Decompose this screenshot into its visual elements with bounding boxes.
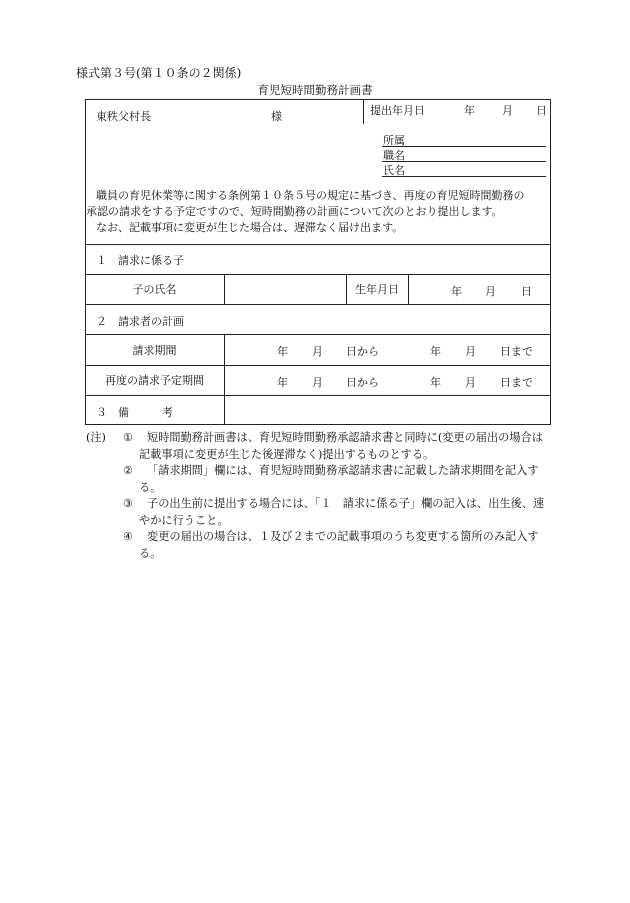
remarks-field[interactable] [225, 396, 550, 424]
re-request-from-day: 日から [346, 376, 379, 389]
name-field[interactable] [382, 176, 546, 177]
re-request-from-year: 年 [277, 376, 288, 389]
position-field[interactable] [382, 161, 546, 162]
request-period-label: 請求期間 [132, 343, 177, 357]
birth-year: 年 [451, 285, 462, 298]
period-from-year: 年 [277, 345, 288, 358]
position-label: 職名 [383, 149, 405, 162]
re-request-to-day: 日まで [500, 376, 533, 389]
document-title: 育児短時間勤務計画書 [257, 83, 373, 97]
note-line: 短時間勤務計画書は、育児短時間勤務承認請求書と同時に(変更の届出の場合は [147, 431, 543, 444]
child-name-label: 子の氏名 [132, 283, 177, 296]
period-to-day: 日まで [500, 345, 533, 358]
divider-birth-label-right [408, 274, 409, 304]
form-number-label: 様式第３号(第１０条の２関係) [76, 66, 242, 80]
birth-day: 日 [521, 285, 532, 298]
submission-date-label: 提出年月日 [370, 104, 425, 117]
note-line: やかに行うこと。 [139, 513, 229, 527]
note-line: 変更の届出の場合は、１及び２までの記載事項のうち変更する箇所のみ記入す [147, 530, 539, 543]
body-text-line-3: なお、記載事項に変更が生じた場合は、遅滞なく届け出ます。 [96, 221, 404, 234]
period-from-day: 日から [346, 345, 379, 358]
note-number: ① [123, 431, 134, 444]
submission-month: 月 [502, 104, 513, 117]
re-request-from-month: 月 [312, 376, 323, 389]
section2-heading: ２ 請求者の計画 [96, 315, 184, 328]
recipient-name: 東秩父村長 [96, 110, 151, 123]
note-line: 「請求期間」欄には、育児短時間勤務承認請求書に記載した請求期間を記入す [147, 464, 539, 477]
section1-heading: １ 請求に係る子 [96, 254, 184, 267]
notes-section [86, 430, 566, 562]
note-item [86, 496, 566, 529]
note-line: 子の出生前に提出する場合には、「１ 請求に係る子」欄の記入は、出生後、速 [147, 497, 545, 510]
rule-after-body [85, 244, 551, 245]
affiliation-label: 所属 [383, 134, 405, 147]
affiliation-field[interactable] [382, 146, 546, 147]
note-item [86, 529, 566, 562]
note-number: ② [123, 464, 134, 477]
birth-month: 月 [485, 285, 496, 298]
rule-after-child-row [85, 304, 551, 305]
note-line: 記載事項に変更が生じた後遅滞なく)提出するものとする。 [139, 447, 435, 461]
submission-year: 年 [464, 104, 475, 117]
note-line: る。 [139, 480, 162, 494]
re-request-period-label: 再度の請求予定期間 [105, 374, 204, 387]
child-name-field[interactable] [225, 275, 345, 303]
re-request-to-year: 年 [430, 376, 441, 389]
name-label: 氏名 [383, 164, 405, 177]
body-text-line-1: 職員の育児休業等に関する条例第１０条５号の規定に基づき、再度の育児短時間勤務の [96, 189, 525, 202]
period-from-month: 月 [312, 345, 323, 358]
birth-date-label: 生年月日 [355, 283, 399, 296]
submission-day: 日 [536, 104, 547, 117]
note-item [86, 430, 566, 463]
divider-date-box [363, 99, 364, 124]
recipient-honorific: 様 [271, 110, 282, 123]
period-to-year: 年 [430, 345, 441, 358]
section3-heading: ３ 備 考 [96, 406, 173, 419]
body-text-line-2: 承認の請求をする予定ですので、短時間勤務の計画について次のとおり提出します。 [86, 205, 503, 218]
note-number: ③ [123, 497, 134, 510]
note-line: る。 [139, 546, 162, 560]
re-request-to-month: 月 [465, 376, 476, 389]
note-number: ④ [123, 530, 134, 543]
note-item [86, 463, 566, 496]
notes-prefix: (注) [86, 431, 106, 444]
period-to-month: 月 [465, 345, 476, 358]
